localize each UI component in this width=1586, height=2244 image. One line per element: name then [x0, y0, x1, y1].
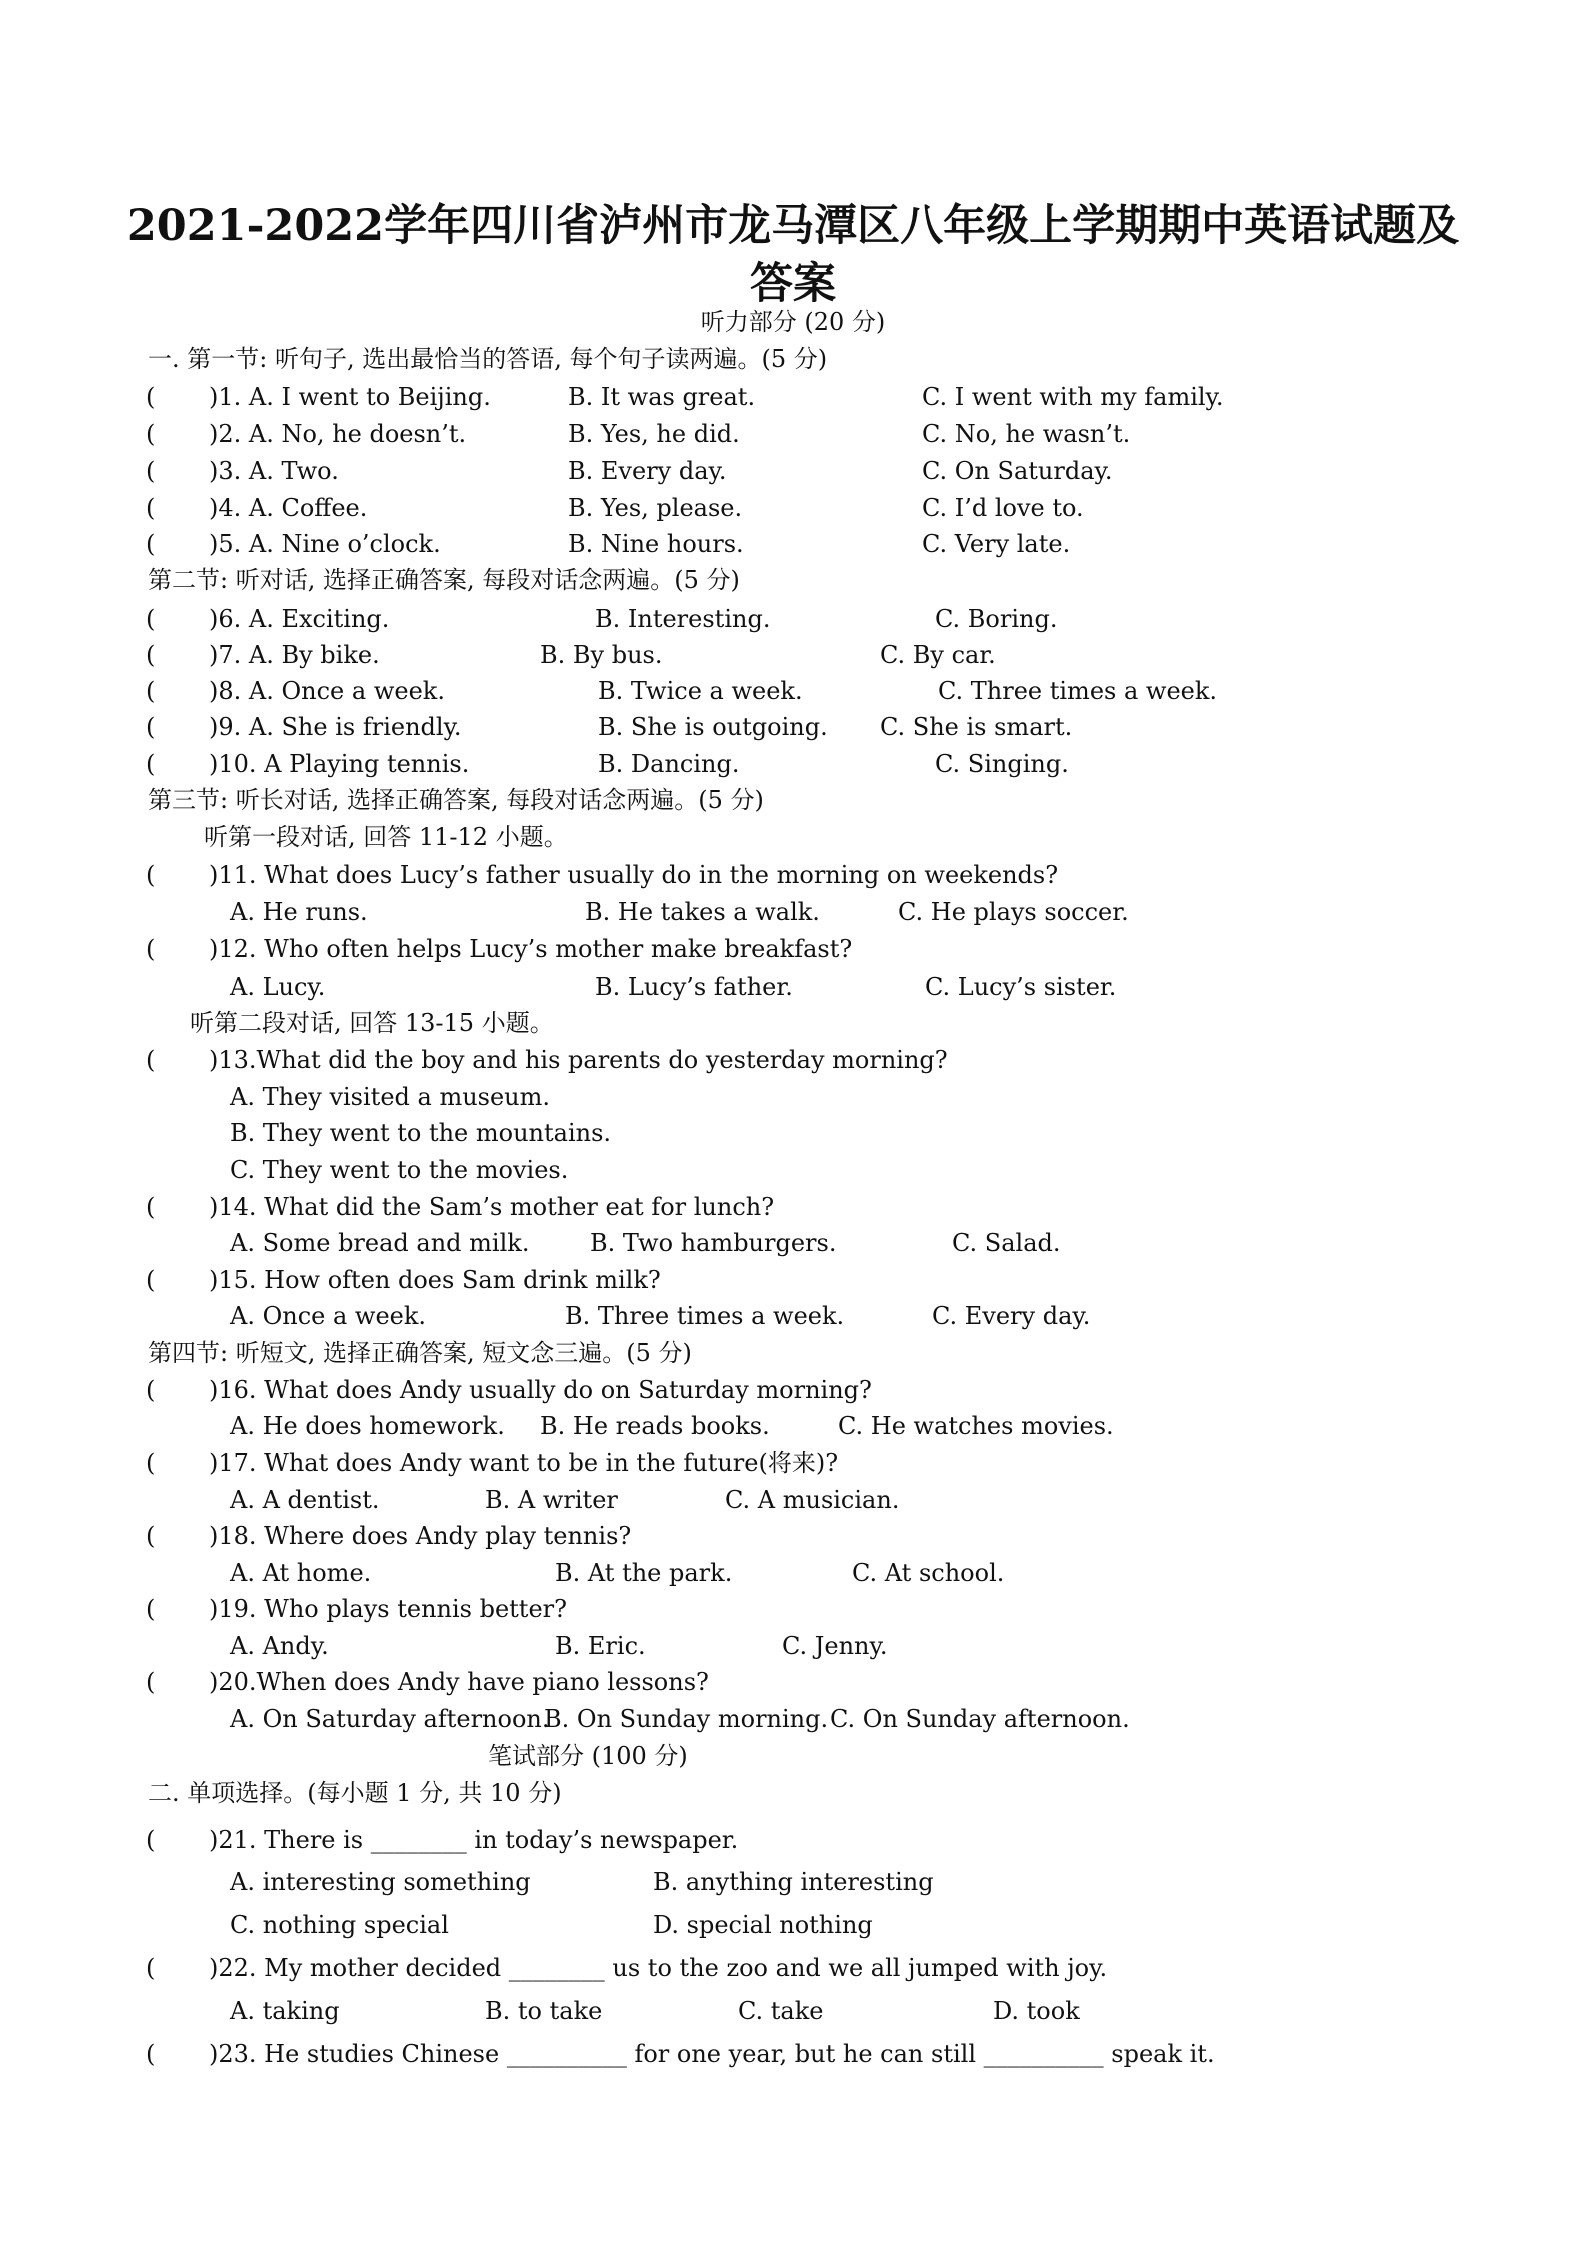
- option-a: A. He runs.: [230, 898, 368, 926]
- option-b: B. Two hamburgers.: [590, 1229, 837, 1257]
- option-c: C. They went to the movies.: [230, 1156, 569, 1184]
- question-text: )15. How often does Sam drink milk?: [209, 1266, 661, 1294]
- option-a: A. taking: [230, 1997, 340, 2025]
- option-b: B. It was great.: [568, 383, 756, 411]
- listening-part2-heading: 第二节: 听对话, 选择正确答案, 每段对话念两遍。(5 分): [148, 566, 740, 594]
- question-option-a: )5. A. Nine o’clock.: [209, 530, 441, 558]
- exam-title-line2: 答案: [750, 259, 836, 309]
- answer-paren: (: [146, 457, 156, 485]
- answer-paren: (: [146, 1266, 156, 1294]
- option-a: A. Some bread and milk.: [230, 1229, 530, 1257]
- question-text: )22. My mother decided ________ us to the zoo and we all jumped with joy.: [209, 1954, 1108, 1982]
- option-c: C. Salad.: [952, 1229, 1061, 1257]
- option-b: B. Twice a week.: [598, 677, 803, 705]
- option-b: B. On Sunday morning.: [544, 1705, 829, 1733]
- answer-paren: (: [146, 1449, 156, 1477]
- option-b: B. Interesting.: [595, 605, 771, 633]
- writing-part1-heading: 二. 单项选择。(每小题 1 分, 共 10 分): [148, 1779, 562, 1807]
- option-c: C. A musician.: [725, 1486, 900, 1514]
- option-a: A. Andy.: [230, 1632, 329, 1660]
- option-c: C. Jenny.: [782, 1632, 888, 1660]
- question-text: )14. What did the Sam’s mother eat for lunch?: [209, 1193, 775, 1221]
- option-b: B. A writer: [485, 1486, 618, 1514]
- dialogue2-instruction: 听第二段对话, 回答 13-15 小题。: [190, 1009, 554, 1037]
- option-b: B. At the park.: [555, 1559, 733, 1587]
- question-option-a: )6. A. Exciting.: [209, 605, 390, 633]
- option-b: B. Every day.: [568, 457, 727, 485]
- writing-heading: 笔试部分 (100 分): [488, 1742, 688, 1770]
- question-option-a: )8. A. Once a week.: [209, 677, 445, 705]
- option-c: C. On Saturday.: [922, 457, 1113, 485]
- answer-paren: (: [146, 750, 156, 778]
- question-option-a: )4. A. Coffee.: [209, 494, 368, 522]
- option-c: C. nothing special: [230, 1911, 449, 1939]
- question-text: )16. What does Andy usually do on Saturday morning?: [209, 1376, 872, 1404]
- answer-paren: (: [146, 420, 156, 448]
- option-c: C. Singing.: [935, 750, 1069, 778]
- answer-paren: (: [146, 1046, 156, 1074]
- option-c: C. He plays soccer.: [898, 898, 1129, 926]
- option-c: C. Boring.: [935, 605, 1058, 633]
- listening-part4-heading: 第四节: 听短文, 选择正确答案, 短文念三遍。(5 分): [148, 1339, 692, 1367]
- listening-part3-heading: 第三节: 听长对话, 选择正确答案, 每段对话念两遍。(5 分): [148, 786, 764, 814]
- option-d: D. special nothing: [653, 1911, 873, 1939]
- question-option-a: )10. A Playing tennis.: [209, 750, 470, 778]
- option-a: A. On Saturday afternoon.: [230, 1705, 550, 1733]
- question-text: )23. He studies Chinese __________ for one year, but he can still __________ speak it.: [209, 2040, 1215, 2068]
- answer-paren: (: [146, 713, 156, 741]
- option-b: B. He reads books.: [540, 1412, 770, 1440]
- option-b: B. She is outgoing.: [598, 713, 828, 741]
- question-text: )13.What did the boy and his parents do yesterday morning?: [209, 1046, 948, 1074]
- option-b: B. By bus.: [540, 641, 663, 669]
- answer-paren: (: [146, 677, 156, 705]
- option-a: A. A dentist.: [230, 1486, 380, 1514]
- option-a: A. interesting something: [230, 1868, 531, 1896]
- question-text: )12. Who often helps Lucy’s mother make breakfast?: [209, 935, 853, 963]
- answer-paren: (: [146, 530, 156, 558]
- option-b: B. to take: [485, 1997, 603, 2025]
- answer-paren: (: [146, 494, 156, 522]
- option-c: C. I’d love to.: [922, 494, 1084, 522]
- option-b: B. Three times a week.: [565, 1302, 845, 1330]
- option-c: C. She is smart.: [880, 713, 1073, 741]
- option-b: B. anything interesting: [653, 1868, 934, 1896]
- option-c: C. I went with my family.: [922, 383, 1224, 411]
- option-c: C. By car.: [880, 641, 996, 669]
- question-option-a: )3. A. Two.: [209, 457, 339, 485]
- option-c: C. He watches movies.: [838, 1412, 1114, 1440]
- option-b: B. Dancing.: [598, 750, 740, 778]
- dialogue1-instruction: 听第一段对话, 回答 11-12 小题。: [204, 823, 568, 851]
- answer-paren: (: [146, 1376, 156, 1404]
- question-text: )17. What does Andy want to be in the future(将来)?: [209, 1449, 839, 1477]
- option-a: A. He does homework.: [230, 1412, 505, 1440]
- question-option-a: )9. A. She is friendly.: [209, 713, 462, 741]
- answer-paren: (: [146, 1954, 156, 1982]
- option-c: C. Three times a week.: [938, 677, 1218, 705]
- listening-part1-heading: 一. 第一节: 听句子, 选出最恰当的答语, 每个句子读两遍。(5 分): [148, 345, 828, 373]
- option-b: B. He takes a walk.: [585, 898, 820, 926]
- question-text: )11. What does Lucy’s father usually do in the morning on weekends?: [209, 861, 1059, 889]
- question-text: )19. Who plays tennis better?: [209, 1595, 567, 1623]
- option-b: B. Yes, please.: [568, 494, 743, 522]
- question-text: )21. There is ________ in today’s newspaper.: [209, 1826, 739, 1854]
- option-a: A. They visited a museum.: [230, 1083, 551, 1111]
- option-d: D. took: [993, 1997, 1080, 2025]
- question-option-a: )7. A. By bike.: [209, 641, 380, 669]
- answer-paren: (: [146, 861, 156, 889]
- option-c: C. take: [738, 1997, 824, 2025]
- question-option-a: )1. A. I went to Beijing.: [209, 383, 491, 411]
- option-c: C. Very late.: [922, 530, 1071, 558]
- answer-paren: (: [146, 935, 156, 963]
- answer-paren: (: [146, 605, 156, 633]
- option-c: C. No, he wasn’t.: [922, 420, 1131, 448]
- question-text: )20.When does Andy have piano lessons?: [209, 1668, 709, 1696]
- option-a: A. At home.: [230, 1559, 372, 1587]
- question-option-a: )2. A. No, he doesn’t.: [209, 420, 467, 448]
- answer-paren: (: [146, 2040, 156, 2068]
- option-b: B. They went to the mountains.: [230, 1119, 612, 1147]
- answer-paren: (: [146, 641, 156, 669]
- option-b: B. Nine hours.: [568, 530, 744, 558]
- option-c: C. Every day.: [932, 1302, 1091, 1330]
- listening-heading: 听力部分 (20 分): [700, 308, 886, 336]
- option-c: C. At school.: [852, 1559, 1005, 1587]
- option-c: C. On Sunday afternoon.: [830, 1705, 1130, 1733]
- option-a: A. Lucy.: [230, 973, 326, 1001]
- answer-paren: (: [146, 1595, 156, 1623]
- option-a: A. Once a week.: [230, 1302, 427, 1330]
- option-c: C. Lucy’s sister.: [925, 973, 1117, 1001]
- option-b: B. Eric.: [555, 1632, 646, 1660]
- question-text: )18. Where does Andy play tennis?: [209, 1522, 632, 1550]
- answer-paren: (: [146, 1193, 156, 1221]
- exam-title-line1: 2021-2022学年四川省泸州市龙马潭区八年级上学期期中英语试题及: [126, 201, 1460, 251]
- option-b: B. Lucy’s father.: [595, 973, 793, 1001]
- answer-paren: (: [146, 1826, 156, 1854]
- answer-paren: (: [146, 1668, 156, 1696]
- answer-paren: (: [146, 1522, 156, 1550]
- answer-paren: (: [146, 383, 156, 411]
- option-b: B. Yes, he did.: [568, 420, 740, 448]
